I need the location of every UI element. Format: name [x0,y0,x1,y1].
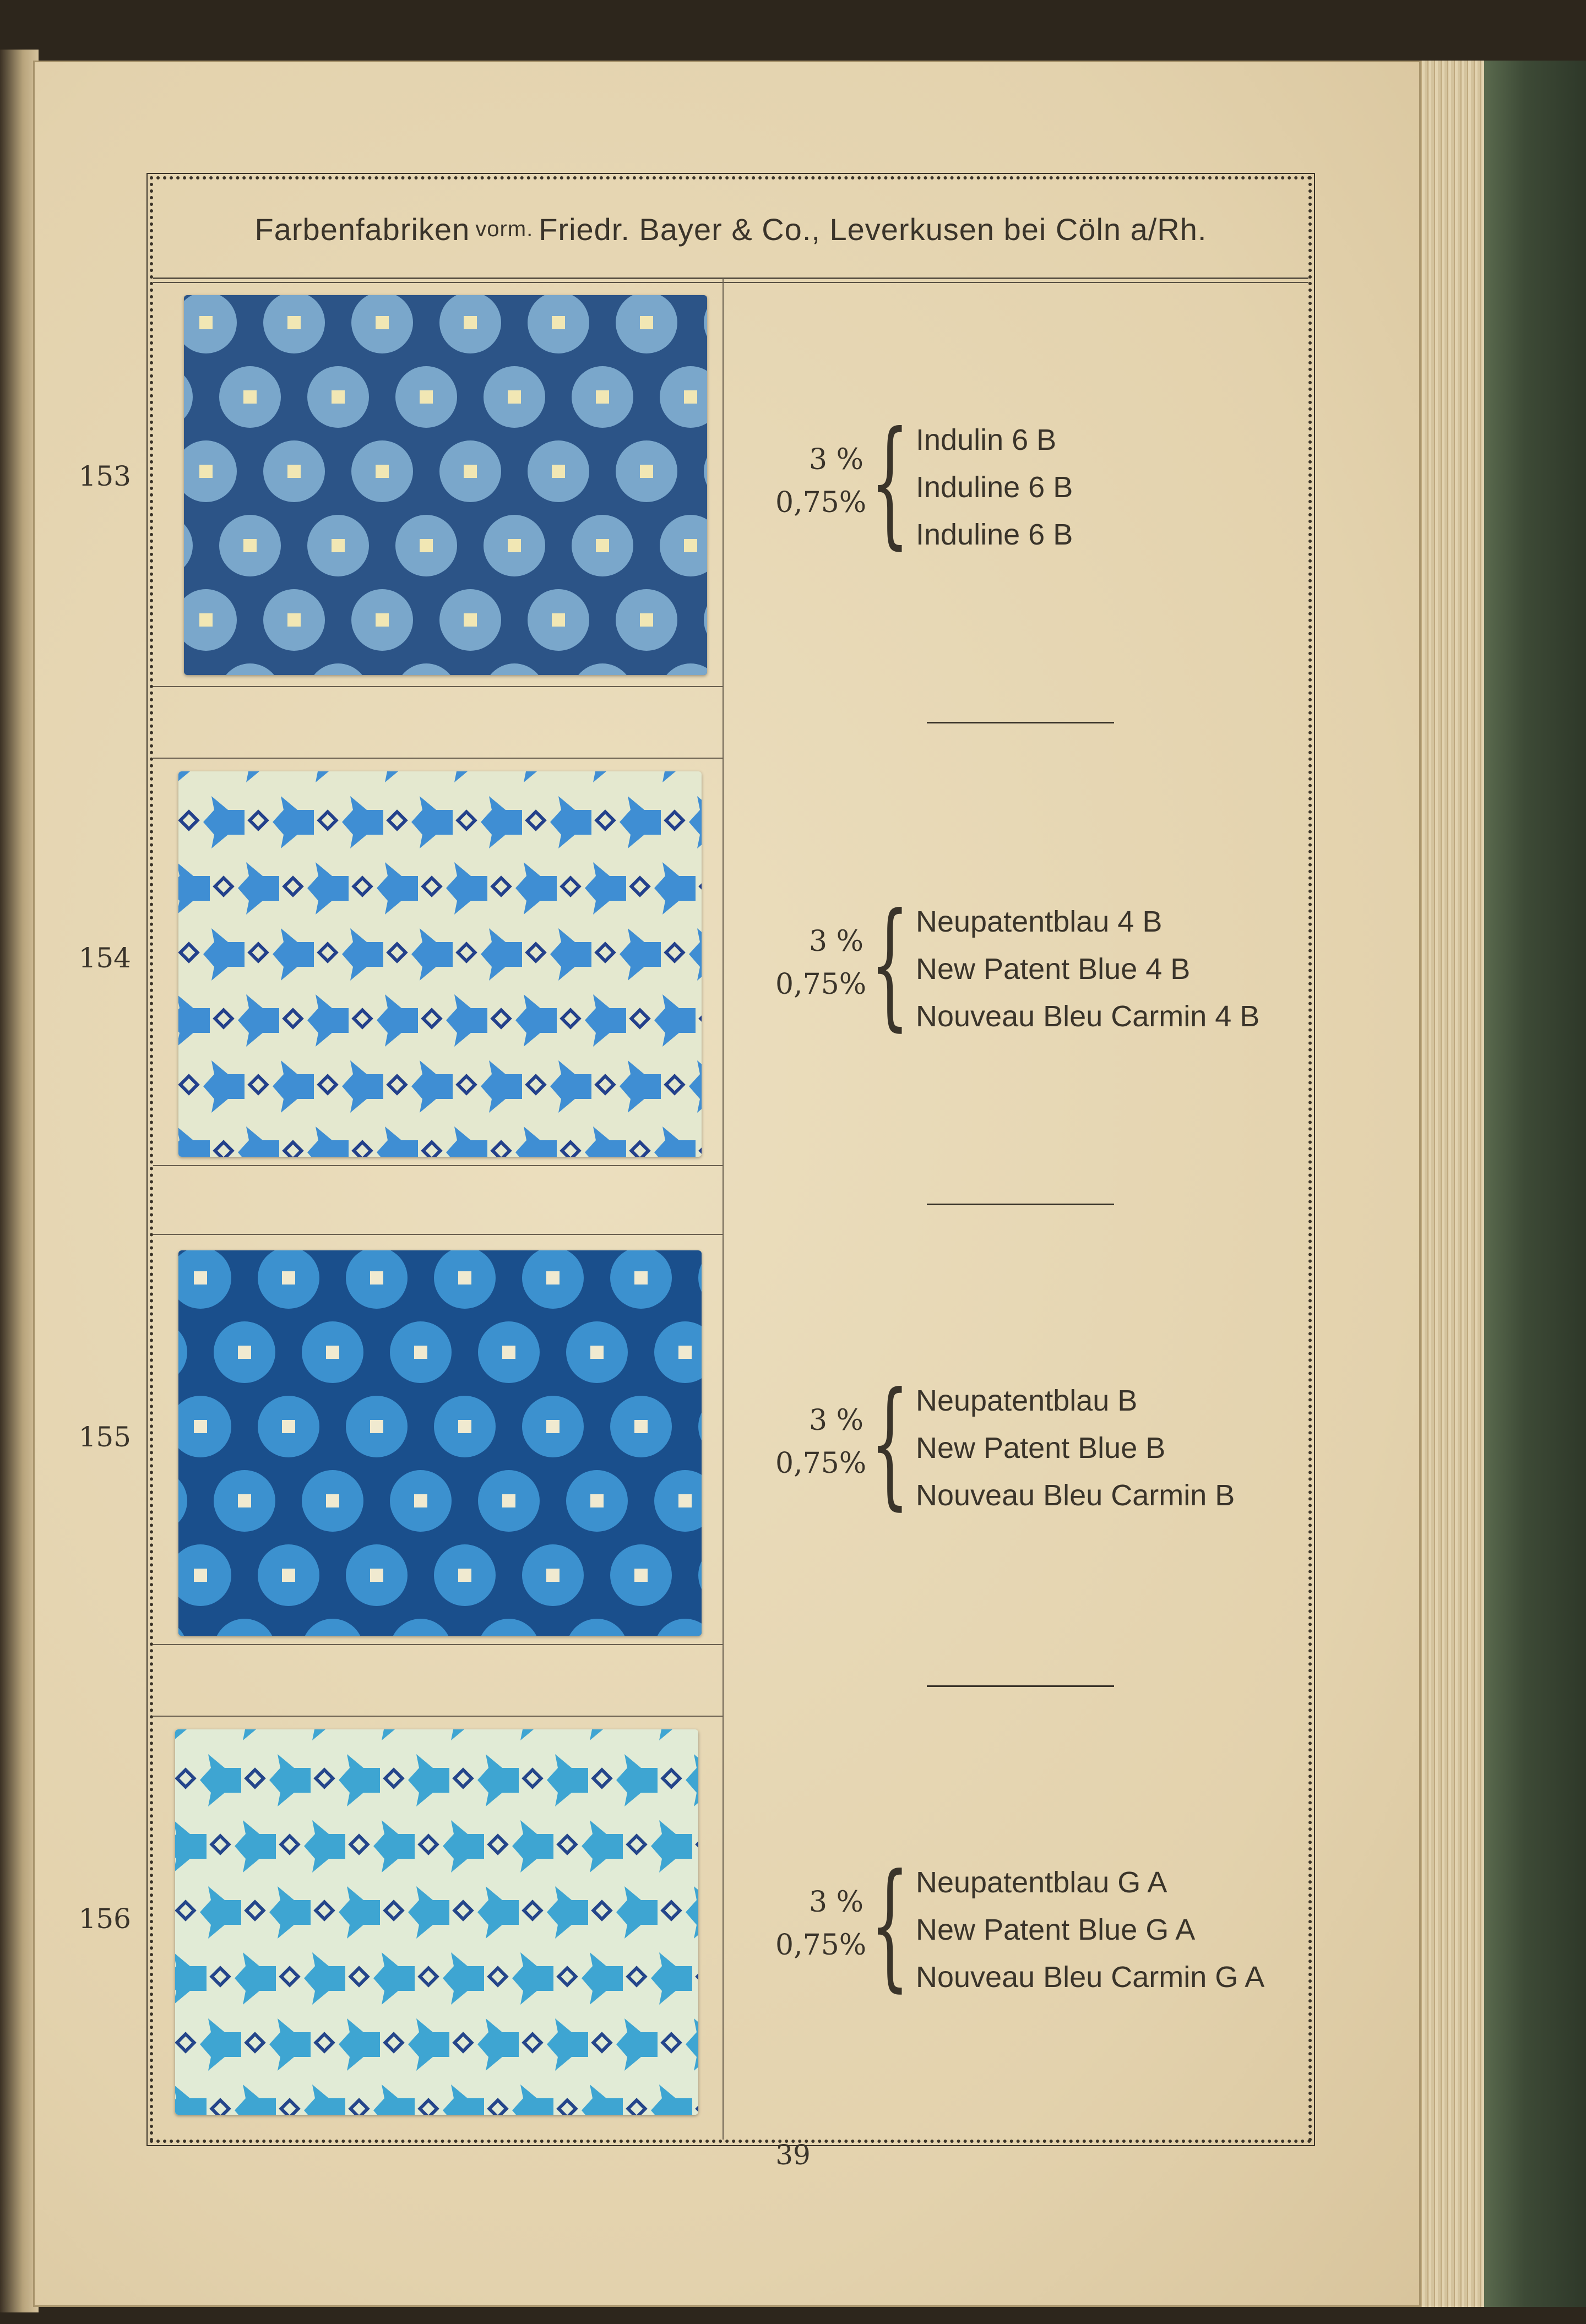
percent-primary: 3 % [808,925,863,958]
row-separator [153,1644,724,1645]
swatch-pattern [178,1250,702,1636]
dye-name-french: Induline 6 B [916,518,1073,551]
dot-motif [572,515,633,576]
dot-motif [263,589,325,651]
dot-motif [219,366,281,428]
dot-motif [572,366,633,428]
dye-recipe [775,1363,1304,1523]
dot-motif [351,589,413,651]
header-firm-rest: Friedr. Bayer & Co., Leverkusen bei Cöln a/Rh. [539,211,1207,247]
percent-secondary: 0,75% [775,1929,867,1962]
header-firm: Farbenfabriken [254,211,470,247]
dye-recipe [775,884,1304,1044]
dye-name-french: Nouveau Bleu Carmin 4 B [916,1000,1260,1033]
dye-names [916,416,1073,558]
percent-secondary: 0,75% [775,1447,867,1480]
dot-motif [263,440,325,502]
percent-primary: 3 % [808,443,863,476]
percent-secondary: 0,75% [775,968,867,1001]
dot-motif [302,1470,363,1532]
brace-icon: { [870,402,910,562]
dot-motif [616,589,677,651]
percentages [775,920,867,1006]
percentages [775,1399,867,1485]
brace-icon: { [870,1363,910,1523]
dye-name-german: Neupatentblau G A [916,1866,1167,1899]
dot-motif [439,440,501,502]
dot-motif [258,1544,319,1606]
percent-primary: 3 % [808,1886,863,1919]
dot-motif [610,1544,672,1606]
dot-motif [351,440,413,502]
row-separator [153,1716,724,1717]
dye-names [916,1859,1264,2001]
percentages [775,1881,867,1967]
dot-motif [478,1321,540,1383]
dye-recipe [775,1844,1304,2005]
dot-motif [528,440,589,502]
percent-primary: 3 % [808,1404,863,1437]
fabric-swatch [184,295,707,675]
header-rule [153,277,1308,279]
sample-number: 154 [78,942,131,974]
brace-icon: { [870,884,910,1044]
separator-dash [927,1204,1114,1205]
fabric-swatch [178,771,702,1157]
dye-name-english: Induline 6 B [916,471,1073,504]
dye-recipe [775,402,1304,562]
dot-motif [434,1544,496,1606]
row-separator [153,758,724,759]
dot-motif [302,1321,363,1383]
dot-motif [434,1396,496,1457]
page-number: 39 [775,2139,811,2171]
dot-motif [214,1321,275,1383]
dot-motif [307,515,369,576]
dye-name-english: New Patent Blue B [916,1432,1166,1465]
fabric-swatch [175,1729,698,2115]
book-cover-edge [1484,61,1586,2307]
page-header [153,179,1308,279]
dot-motif [610,1396,672,1457]
dot-motif [566,1470,628,1532]
fabric-swatch [178,1250,702,1636]
dot-motif [219,515,281,576]
dot-motif [390,1321,452,1383]
dot-motif [346,1396,408,1457]
sample-number: 155 [78,1421,131,1453]
dye-name-german: Neupatentblau B [916,1384,1138,1417]
dot-motif [346,1544,408,1606]
dot-motif [439,589,501,651]
dot-motif [484,366,545,428]
dye-name-french: Nouveau Bleu Carmin G A [916,1961,1265,1994]
dot-motif [395,366,457,428]
dot-motif [566,1321,628,1383]
row-separator [153,1165,724,1166]
sample-number: 156 [78,1903,131,1935]
dot-motif [390,1470,452,1532]
row-separator [153,686,724,687]
dot-motif [258,1396,319,1457]
dot-motif [395,515,457,576]
separator-dash [927,722,1114,723]
dot-motif [214,1470,275,1532]
dye-name-german: Indulin 6 B [916,423,1057,456]
dye-names [916,898,1259,1040]
header-vorm: vorm. [475,216,534,241]
page-edges [1418,61,1484,2307]
brace-icon: { [870,1844,910,2005]
dot-motif [478,1470,540,1532]
dot-motif [522,1544,584,1606]
dot-motif [528,589,589,651]
dye-name-french: Nouveau Bleu Carmin B [916,1479,1235,1512]
swatch-pattern [184,295,707,675]
swatch-pattern [175,1729,698,2115]
dot-motif [307,366,369,428]
header-rule-2 [153,282,1308,283]
dot-motif [616,440,677,502]
separator-dash [927,1685,1114,1687]
dye-name-english: New Patent Blue G A [916,1913,1196,1946]
dye-name-english: New Patent Blue 4 B [916,953,1191,986]
dye-names [916,1377,1235,1519]
percentages [775,438,867,524]
percent-secondary: 0,75% [775,486,867,519]
sample-number: 153 [78,460,131,492]
dot-motif [484,515,545,576]
sample-frame [78,176,1312,2143]
dot-motif [522,1396,584,1457]
column-divider [723,279,724,2140]
swatch-pattern [178,771,702,1157]
dye-name-german: Neupatentblau 4 B [916,905,1163,938]
row-separator [153,1234,724,1235]
